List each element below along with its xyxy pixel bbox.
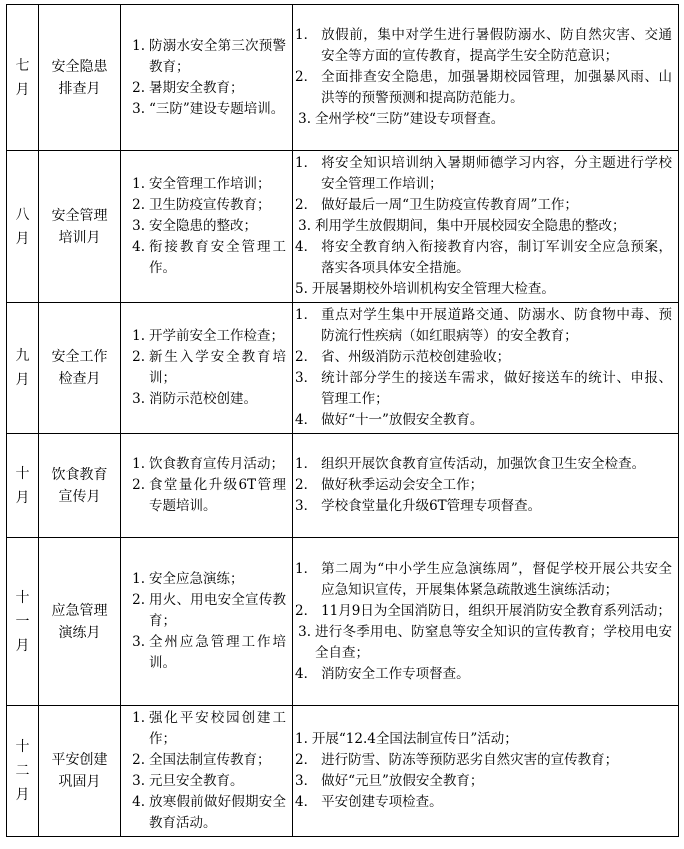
detail-item (295, 368, 672, 410)
item-number: 2. (132, 752, 145, 768)
item-number: 2. (132, 79, 145, 96)
list-item (123, 475, 286, 517)
detail-text: 进行防雪、防冻等预防恶劣自然灾害的宣传教育； (321, 752, 619, 768)
item-number: 1. (132, 37, 145, 54)
month-char: 月 (15, 787, 30, 803)
plan-row (7, 5, 679, 151)
details-cell (293, 538, 679, 706)
items-cell (121, 538, 293, 706)
detail-text: 做好最后一周“卫生防疫宣传教育周”工作； (321, 197, 578, 213)
detail-number: 5. (295, 281, 308, 297)
theme-cell: 平安创建巩固月 (39, 706, 121, 837)
list-item (123, 792, 286, 834)
item-text: 暑期安全教育； (149, 79, 244, 96)
item-text: 强化平安校园创建工作； (149, 710, 286, 747)
detail-item (295, 279, 672, 300)
item-number: 1. (132, 571, 145, 587)
item-number: 3. (132, 773, 145, 789)
detail-text: 平安创建专项检查。 (321, 794, 443, 810)
item-number: 4. (132, 239, 145, 255)
items-cell (121, 434, 293, 538)
detail-list (295, 559, 672, 685)
detail-text: 做好“元旦”放假安全教育； (321, 773, 484, 789)
list-item (123, 36, 286, 78)
detail-list (295, 153, 672, 300)
month-char: 月 (15, 230, 30, 247)
detail-number: 2． (295, 197, 318, 213)
list-item (123, 750, 286, 771)
month-char: 十 (15, 739, 30, 755)
items-cell (121, 151, 293, 303)
detail-number: 2． (295, 602, 318, 619)
item-list (123, 36, 286, 120)
detail-list (295, 305, 672, 431)
detail-item (295, 67, 672, 109)
detail-number: 1． (295, 456, 318, 472)
item-text: 食堂量化升级6T管理专题培训。 (149, 477, 286, 514)
plan-row (7, 151, 679, 303)
plan-table-body (7, 5, 679, 837)
detail-number: 3． (295, 370, 318, 386)
detail-number: 2． (295, 477, 318, 493)
item-text: 饮食教育宣传月活动； (149, 456, 284, 472)
item-number: 2. (132, 477, 145, 493)
theme-cell: 安全隐患排查月 (39, 5, 121, 151)
detail-item (295, 750, 672, 771)
item-number: 1. (132, 176, 145, 192)
detail-text: 消防安全工作专项督查。 (321, 665, 470, 682)
detail-list (295, 729, 672, 813)
month-cell (7, 5, 39, 151)
list-item (123, 326, 286, 347)
detail-text: 组织开展饮食教育宣传活动，加强饮食卫生安全检查。 (321, 456, 646, 472)
item-list (123, 174, 286, 279)
detail-number: 2． (295, 752, 318, 768)
detail-text: 11月9日为全国消防日，组织开展消防安全教育系列活动； (321, 602, 671, 619)
item-number: 3. (132, 218, 145, 234)
detail-item (295, 496, 672, 517)
detail-number: 3. (298, 623, 311, 640)
items-cell (121, 303, 293, 434)
detail-item (295, 305, 672, 347)
detail-item (295, 622, 672, 664)
plan-row (7, 538, 679, 706)
month-char: 八 (15, 206, 30, 223)
details-cell (293, 706, 679, 837)
list-item (123, 78, 286, 99)
detail-text: 全面排查安全隐患，加强暑期校园管理，加强暴风雨、山洪等的预警预测和提高防范能力。 (321, 69, 672, 106)
month-char: 九 (15, 348, 30, 364)
list-item (123, 389, 286, 410)
details-cell (293, 5, 679, 151)
item-text: 卫生防疫宣传教育； (149, 197, 271, 213)
detail-item (295, 792, 672, 813)
detail-item (295, 771, 672, 792)
item-text: 新生入学安全教育培训； (149, 349, 286, 386)
detail-number: 4． (295, 239, 318, 255)
list-item (123, 771, 286, 792)
item-number: 3. (132, 391, 145, 407)
detail-text: 开展暑期校外培训机构安全管理大检查。 (311, 281, 555, 297)
month-char: 月 (15, 372, 30, 388)
detail-item (295, 153, 672, 195)
detail-text: 重点对学生集中开展道路交通、防溺水、防食物中毒、预防流行性疾病（如红眼病等）的安全教育； (321, 307, 672, 344)
month-cell (7, 303, 39, 434)
month-char: 月 (15, 637, 30, 654)
month-cell (7, 434, 39, 538)
detail-number: 1． (295, 560, 318, 577)
month-char: 一 (15, 613, 30, 630)
detail-text: 统计部分学生的接送车需求，做好接送车的统计、申报、管理工作； (321, 370, 672, 407)
item-text: 开学前安全工作检查； (149, 328, 284, 344)
detail-item (295, 216, 672, 237)
detail-item (295, 25, 672, 67)
detail-number: 2． (295, 69, 318, 85)
item-number: 1. (132, 710, 145, 726)
detail-list (295, 25, 672, 130)
item-text: 安全应急演练； (149, 571, 244, 587)
item-number: 3. (132, 100, 145, 117)
list-item (123, 216, 286, 237)
detail-number: 1． (295, 27, 318, 43)
detail-item (295, 195, 672, 216)
detail-item (295, 347, 672, 368)
detail-number: 4． (295, 412, 318, 428)
item-text: 防溺水安全第三次预警教育； (149, 37, 286, 75)
detail-number: 2． (295, 349, 318, 365)
item-number: 1. (132, 328, 145, 344)
item-list (123, 454, 286, 517)
monthly-safety-plan-table (6, 4, 679, 837)
list-item (123, 347, 286, 389)
list-item (123, 632, 286, 674)
details-cell (293, 303, 679, 434)
theme-cell: 应急管理演练月 (39, 538, 121, 706)
detail-item (295, 410, 672, 431)
month-char: 二 (15, 763, 30, 779)
detail-text: 第二周为“中小学生应急演练周”，督促学校开展公共安全应急知识宣传，开展集体紧急疏散逃生演练活动； (321, 560, 672, 598)
list-item (123, 174, 286, 195)
item-text: 全国法制宣传教育； (149, 752, 271, 768)
detail-text: 放假前，集中对学生进行暑假防溺水、防自然灾害、交通安全等方面的宣传教育，提高学生安全防范意识； (321, 27, 672, 64)
detail-item (295, 454, 672, 475)
detail-text: 进行冬季用电、防窒息等安全知识的宣传教育；学校用电安全自查； (315, 623, 672, 661)
month-char: 月 (15, 489, 30, 506)
list-item (123, 569, 286, 590)
detail-text: 将安全教育纳入衔接教育内容，制订军训安全应急预案，落实各项具体安全措施。 (321, 239, 672, 276)
item-text: 用火、用电安全宣传教育； (149, 592, 286, 629)
detail-text: 将安全知识培训纳入暑期师德学习内容，分主题进行学校安全管理工作培训； (321, 155, 672, 192)
item-text: 元旦安全教育。 (149, 773, 244, 789)
item-text: 放寒假前做好假期安全教育活动。 (149, 794, 286, 831)
theme-cell: 安全管理培训月 (39, 151, 121, 303)
detail-number: 1． (295, 307, 318, 323)
detail-text: 全州学校“三防”建设专项督查。 (315, 111, 505, 127)
detail-item (295, 601, 672, 622)
detail-text: 省、州级消防示范校创建验收； (321, 349, 511, 365)
detail-item (295, 475, 672, 496)
detail-item (295, 559, 672, 601)
item-number: 4. (132, 794, 145, 810)
month-char: 月 (15, 81, 30, 98)
details-cell (293, 151, 679, 303)
detail-number: 1. (295, 731, 308, 747)
items-cell (121, 706, 293, 837)
detail-text: 学校食堂量化升级6T管理专项督查。 (321, 498, 542, 514)
detail-item (295, 729, 672, 750)
detail-text: 做好“十一”放假安全教育。 (321, 412, 484, 428)
item-number: 3. (132, 634, 145, 650)
detail-item (295, 237, 672, 279)
item-text: 全州应急管理工作培训。 (149, 634, 286, 671)
item-list (123, 708, 286, 834)
detail-number: 3. (298, 218, 311, 234)
items-cell (121, 5, 293, 151)
month-cell (7, 538, 39, 706)
item-text: 安全管理工作培训； (149, 176, 271, 192)
list-item (123, 590, 286, 632)
month-cell (7, 151, 39, 303)
item-text: 消防示范校创建。 (149, 391, 257, 407)
item-number: 1. (132, 456, 145, 472)
item-text: “三防”建设专题培训。 (149, 100, 285, 117)
detail-number: 3. (298, 111, 311, 127)
plan-row (7, 706, 679, 837)
month-cell (7, 706, 39, 837)
detail-number: 4． (295, 665, 318, 682)
plan-row (7, 303, 679, 434)
item-list (123, 569, 286, 674)
item-list (123, 326, 286, 410)
item-number: 2. (132, 349, 145, 365)
theme-cell: 饮食教育宣传月 (39, 434, 121, 538)
detail-number: 3． (295, 773, 318, 789)
month-char: 十 (15, 589, 30, 606)
list-item (123, 237, 286, 279)
detail-item (295, 109, 672, 130)
detail-text: 做好秋季运动会安全工作； (321, 477, 484, 493)
month-char: 七 (15, 57, 30, 74)
theme-cell: 安全工作检查月 (39, 303, 121, 434)
item-number: 2. (132, 197, 145, 213)
list-item (123, 99, 286, 120)
list-item (123, 195, 286, 216)
plan-row (7, 434, 679, 538)
detail-text: 利用学生放假期间，集中开展校园安全隐患的整改； (315, 218, 626, 234)
detail-list (295, 454, 672, 517)
item-text: 衔接教育安全管理工作。 (149, 239, 286, 276)
month-char: 十 (15, 465, 30, 482)
list-item (123, 708, 286, 750)
detail-number: 1． (295, 155, 318, 171)
detail-number: 3． (295, 498, 318, 514)
detail-number: 4． (295, 794, 318, 810)
item-number: 2. (132, 592, 145, 608)
list-item (123, 454, 286, 475)
detail-text: 开展“12.4全国法制宣传日”活动； (311, 731, 518, 747)
item-text: 安全隐患的整改； (149, 218, 257, 234)
details-cell (293, 434, 679, 538)
detail-item (295, 664, 672, 685)
